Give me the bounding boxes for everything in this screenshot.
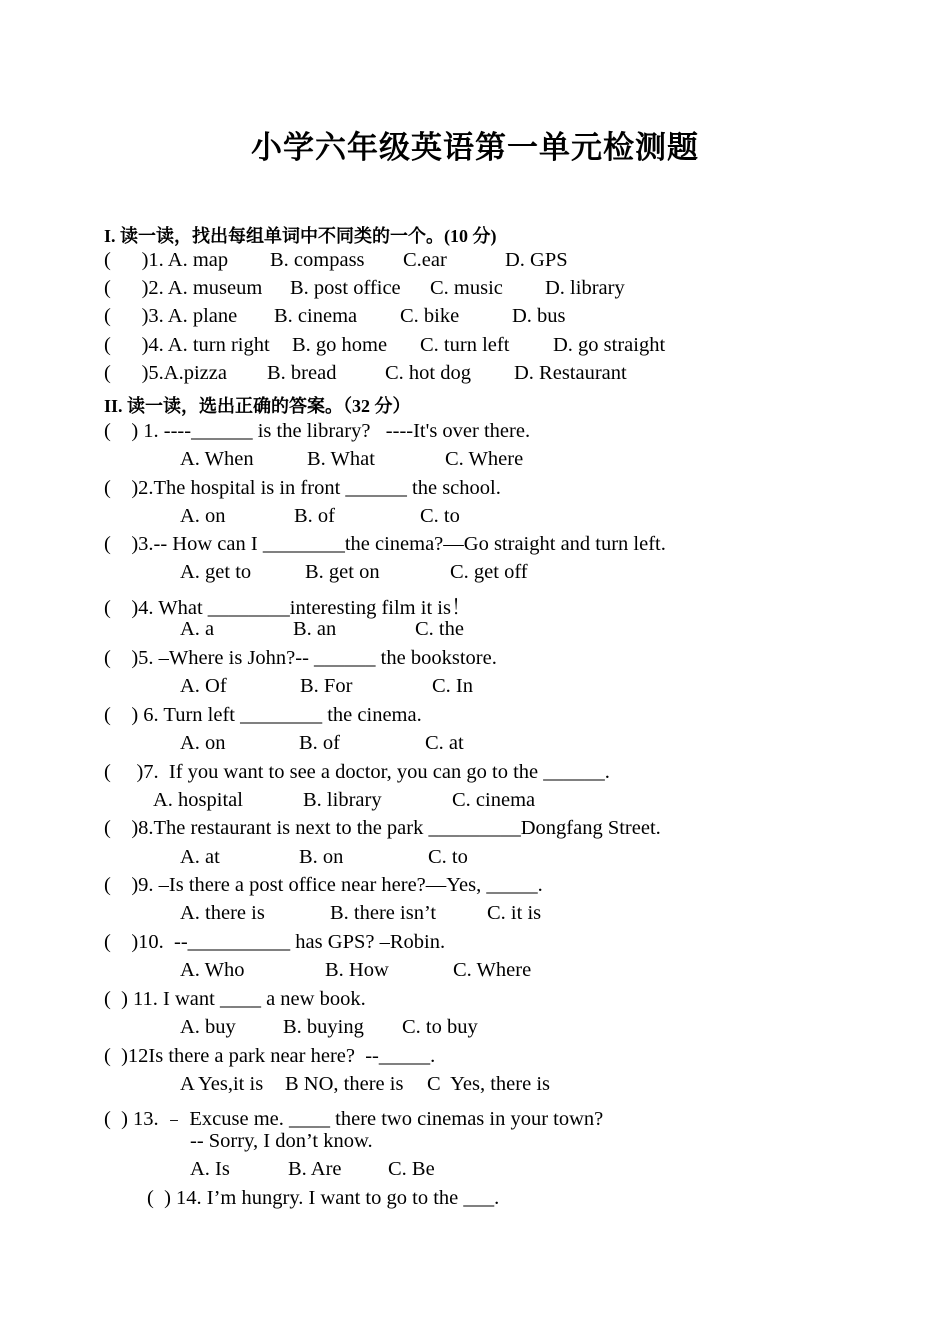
q10-options xyxy=(180,959,780,985)
question-3: ( )3.-- How can I ________the cinema?—Go straight and turn left. xyxy=(104,533,666,555)
s1-option-c: C. bike xyxy=(400,305,460,327)
option-c: C. Be xyxy=(388,1158,435,1180)
option-a: A. When xyxy=(180,448,254,470)
option-b: B. buying xyxy=(283,1016,364,1038)
s1-item-stem: ( )3. A. plane xyxy=(104,305,238,327)
section-2-heading: II. 读一读，选出正确的答案。（32 分） xyxy=(104,396,411,416)
option-c: C. to buy xyxy=(402,1016,478,1038)
option-c: C. Where xyxy=(445,448,524,470)
s1-option-d: D. go straight xyxy=(553,334,666,356)
question-9: ( )9. –Is there a post office near here?—Yes, _____. xyxy=(104,874,543,896)
option-c: C. at xyxy=(425,732,464,754)
option-b: B. get on xyxy=(305,561,380,583)
s1-item-stem: ( )4. A. turn right xyxy=(104,334,270,356)
s1-item-1 xyxy=(104,249,804,275)
option-a: A. hospital xyxy=(153,789,243,811)
option-c: C. the xyxy=(415,618,464,640)
option-b: B. What xyxy=(307,448,375,470)
q8-options xyxy=(180,846,780,872)
option-a: A. Who xyxy=(180,959,245,981)
option-a: A. Of xyxy=(180,675,227,697)
s1-item-3 xyxy=(104,305,804,331)
q1-options xyxy=(180,448,780,474)
option-a: A Yes,it is xyxy=(180,1073,264,1095)
question-14: ( ) 14. I’m hungry. I want to go to the ___. xyxy=(147,1187,500,1209)
question-2: ( )2.The hospital is in front ______ the school. xyxy=(104,477,501,499)
option-b: B. an xyxy=(293,618,337,640)
s1-item-stem: ( )1. A. map xyxy=(104,249,229,271)
s1-option-d: D. library xyxy=(545,277,625,299)
s1-item-5 xyxy=(104,362,804,388)
option-b: B. of xyxy=(294,505,335,527)
option-a: A. at xyxy=(180,846,220,868)
q3-options xyxy=(180,561,780,587)
option-b: B. there isn’t xyxy=(330,902,437,924)
q9-options xyxy=(180,902,780,928)
question-11: ( ) 11. I want ____ a new book. xyxy=(104,988,366,1010)
option-a: A. a xyxy=(180,618,215,640)
option-c: C Yes, there is xyxy=(427,1073,551,1095)
option-b: B. of xyxy=(299,732,340,754)
s1-option-d: D. bus xyxy=(512,305,566,327)
question-5: ( )5. –Where is John?-- ______ the bookstore. xyxy=(104,647,497,669)
question-6: ( ) 6. Turn left ________ the cinema. xyxy=(104,704,422,726)
question-13-reply: -- Sorry, I don’t know. xyxy=(190,1130,373,1152)
option-a: A. there is xyxy=(180,902,265,924)
option-a: A. on xyxy=(180,505,226,527)
s1-item-4 xyxy=(104,334,804,360)
option-a: A. get to xyxy=(180,561,252,583)
s1-option-c: C. music xyxy=(430,277,503,299)
option-b: B NO, there is xyxy=(285,1073,404,1095)
q2-options xyxy=(180,505,780,531)
option-c: C. get off xyxy=(450,561,528,583)
q12-options xyxy=(180,1073,780,1099)
page-title: 小学六年级英语第一单元检测题 xyxy=(251,130,699,166)
q4-options xyxy=(180,618,780,644)
s1-option-b: B. cinema xyxy=(274,305,358,327)
option-b: B. How xyxy=(325,959,389,981)
s1-option-c: C. turn left xyxy=(420,334,510,356)
question-12: ( )12Is there a park near here? --_____. xyxy=(104,1045,436,1067)
option-c: C. cinema xyxy=(452,789,536,811)
question-10: ( )10. --__________ has GPS? –Robin. xyxy=(104,931,446,953)
s1-option-d: D. Restaurant xyxy=(514,362,627,384)
q13-options xyxy=(190,1158,790,1184)
option-b: B. library xyxy=(303,789,382,811)
option-c: C. it is xyxy=(487,902,542,924)
option-c: C. to xyxy=(428,846,468,868)
s1-option-c: C. hot dog xyxy=(385,362,471,384)
s1-item-2 xyxy=(104,277,804,303)
option-b: B. on xyxy=(299,846,344,868)
s1-option-c: C.ear xyxy=(403,249,447,271)
option-a: A. on xyxy=(180,732,226,754)
question-4: ( )4. What ________interesting film it is！ xyxy=(104,597,472,619)
option-c: C. Where xyxy=(453,959,532,981)
s1-option-d: D. GPS xyxy=(505,249,568,271)
s1-option-b: B. go home xyxy=(292,334,388,356)
s1-option-b: B. post office xyxy=(290,277,401,299)
option-a: A. Is xyxy=(190,1158,230,1180)
option-c: C. to xyxy=(420,505,460,527)
question-1: ( ) 1. ----______ is the library? ----It's over there. xyxy=(104,420,531,442)
question-7: ( )7. If you want to see a doctor, you can go to the ______. xyxy=(104,761,610,783)
s1-item-stem: ( )2. A. museum xyxy=(104,277,263,299)
question-8: ( )8.The restaurant is next to the park _________Dongfang Street. xyxy=(104,817,661,839)
q7-options xyxy=(153,789,753,815)
option-a: A. buy xyxy=(180,1016,236,1038)
q6-options xyxy=(180,732,780,758)
section-1-heading: I. 读一读，找出每组单词中不同类的一个。(10 分) xyxy=(104,226,497,246)
option-b: B. For xyxy=(300,675,353,697)
s1-item-stem: ( )5.A.pizza xyxy=(104,362,227,384)
option-c: C. In xyxy=(432,675,473,697)
s1-option-b: B. compass xyxy=(270,249,365,271)
question-13: ( ) 13. ﹣ Excuse me. ____ there two cinemas in your town? xyxy=(104,1108,604,1130)
q11-options xyxy=(180,1016,780,1042)
option-b: B. Are xyxy=(288,1158,342,1180)
s1-option-b: B. bread xyxy=(267,362,337,384)
q5-options xyxy=(180,675,780,701)
